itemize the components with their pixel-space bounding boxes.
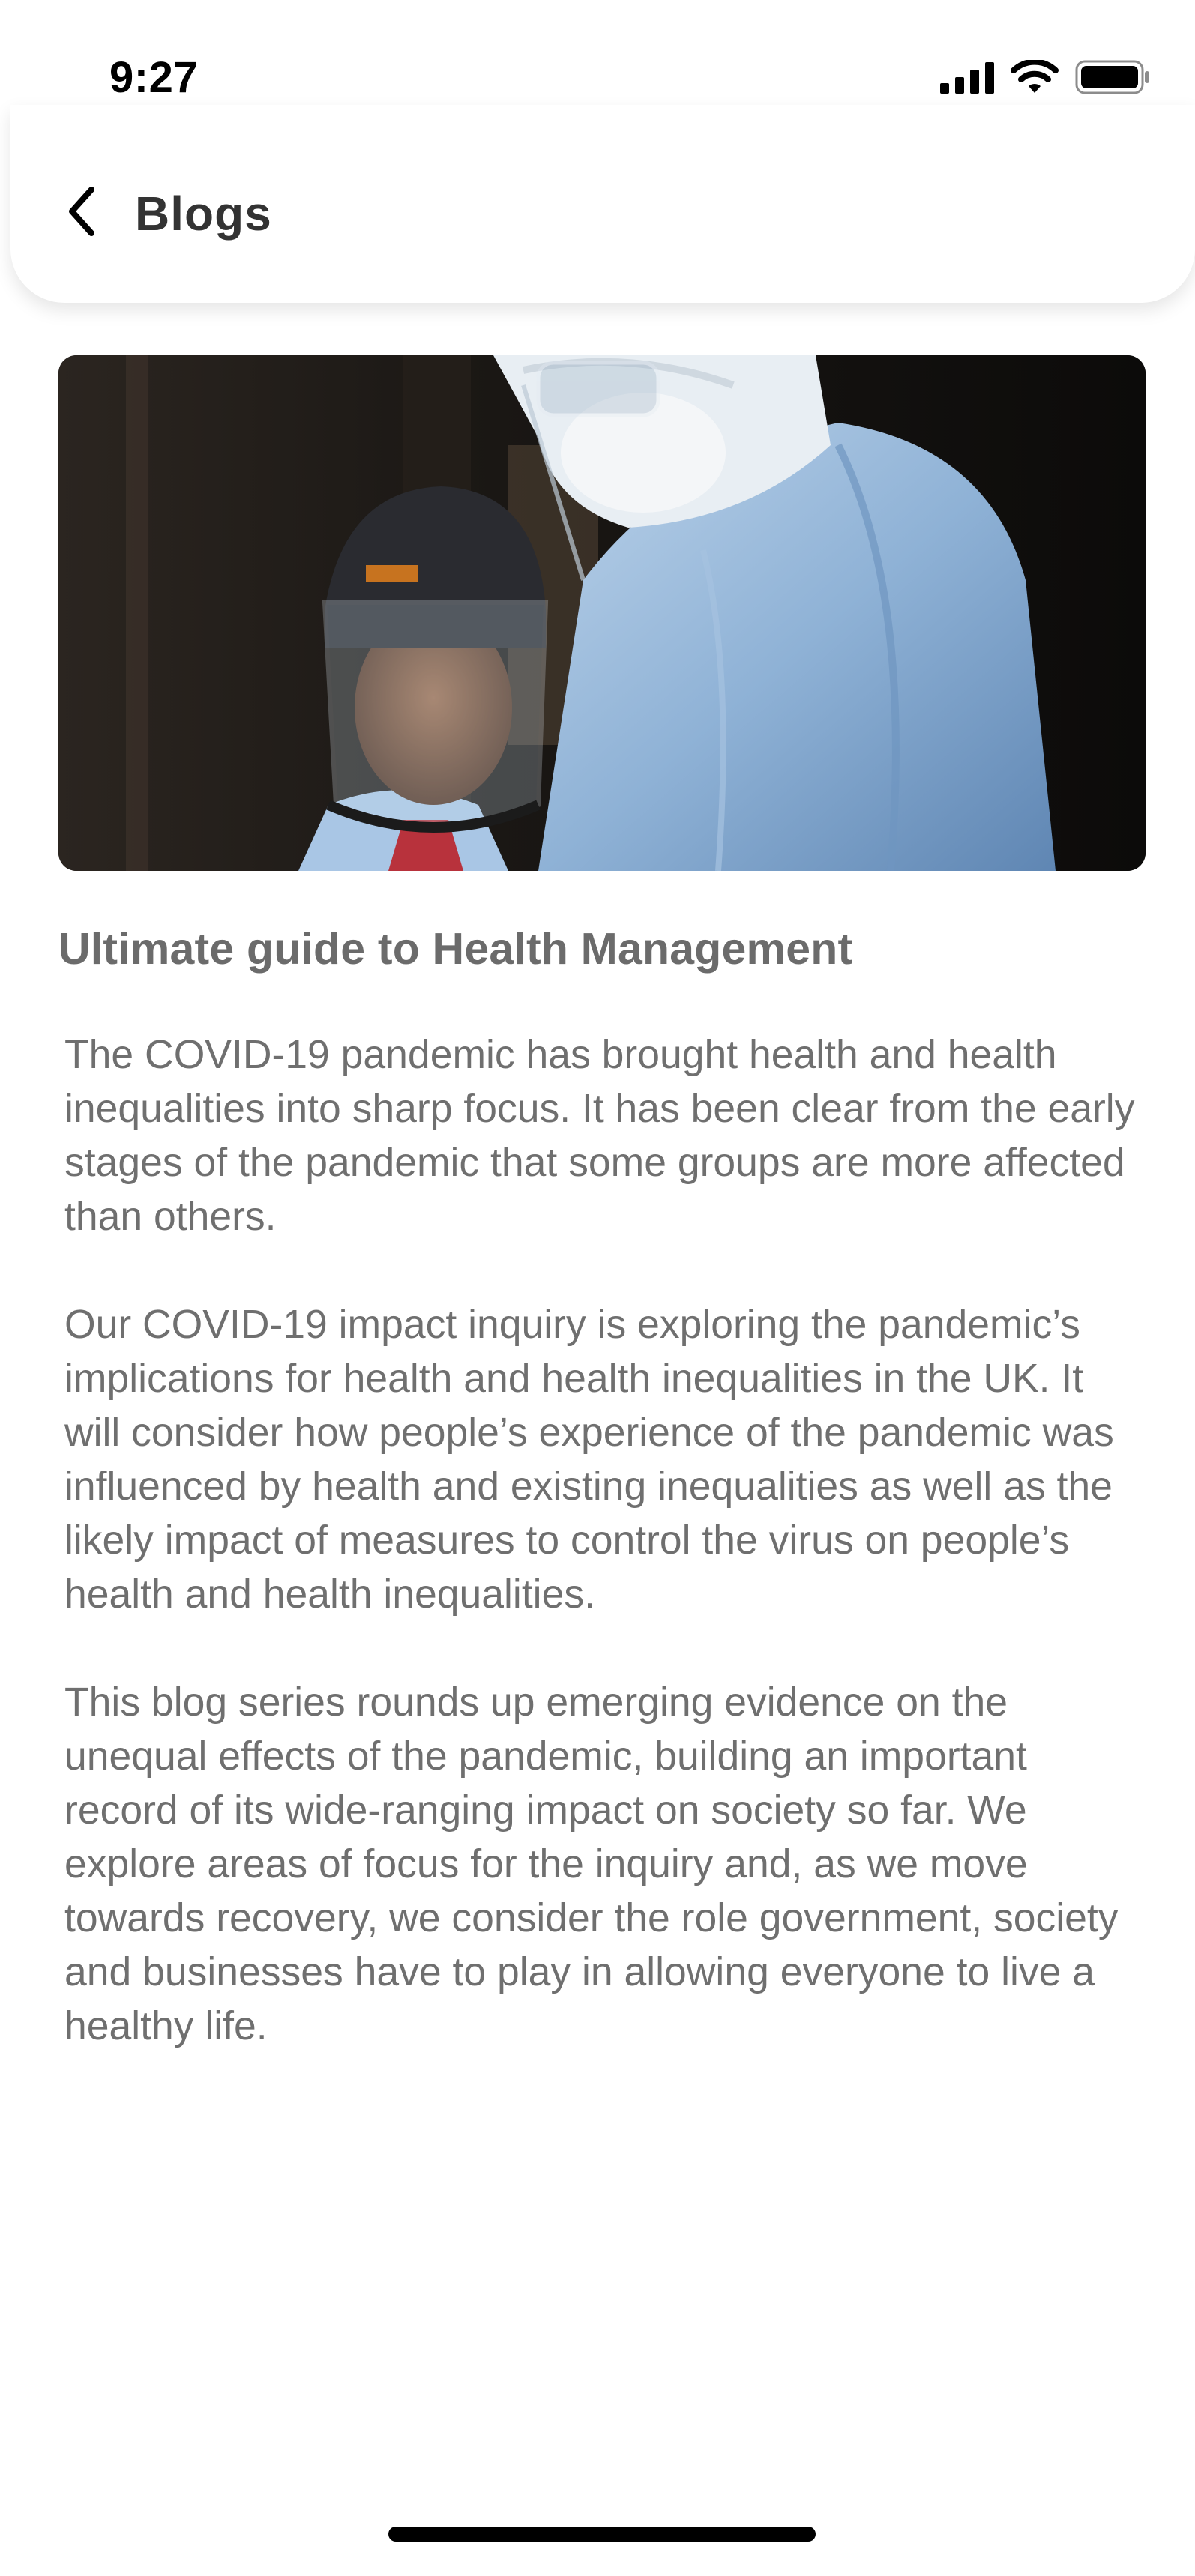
battery-icon: [1075, 60, 1150, 94]
article-paragraph: This blog series rounds up emerging evidence on the unequal effects of the pandemic, building an important record of its wide-ranging impact on society so far. We explore areas of focus for the inquiry and, as we move towards recovery, we consider the role government, society and businesses have to play in allowing everyone to live a healthy life.: [64, 1680, 1119, 2048]
status-icons: [940, 60, 1150, 94]
article-body: [64, 1028, 1144, 2108]
signal-icon: [940, 61, 994, 94]
back-button[interactable]: [48, 177, 117, 246]
article-paragraph: The COVID-19 pandemic has brought health and health inequalities into sharp focus. It has been clear from the early stages of the pandemic that some groups are more affected than others.: [64, 1033, 1135, 1239]
article-title: Ultimate guide to Health Management: [58, 924, 853, 974]
wifi-icon: [1011, 60, 1059, 94]
page-title: Blogs: [135, 187, 272, 241]
hero-illustration: [58, 355, 1146, 871]
article-paragraph: Our COVID-19 impact inquiry is exploring the pandemic’s implications for health and health inequalities in the UK. It will consider how people’s experience of the pandemic was influenced by health and existing inequalities as well as the likely impact of measures to control the virus on people’s health and health inequalities.: [64, 1303, 1114, 1617]
status-bar: [0, 0, 1195, 105]
header: [10, 105, 1195, 303]
home-indicator[interactable]: [388, 2527, 816, 2542]
hero-image: [58, 355, 1146, 871]
status-time: 9:27: [109, 53, 199, 102]
chevron-left-icon: [66, 185, 99, 238]
